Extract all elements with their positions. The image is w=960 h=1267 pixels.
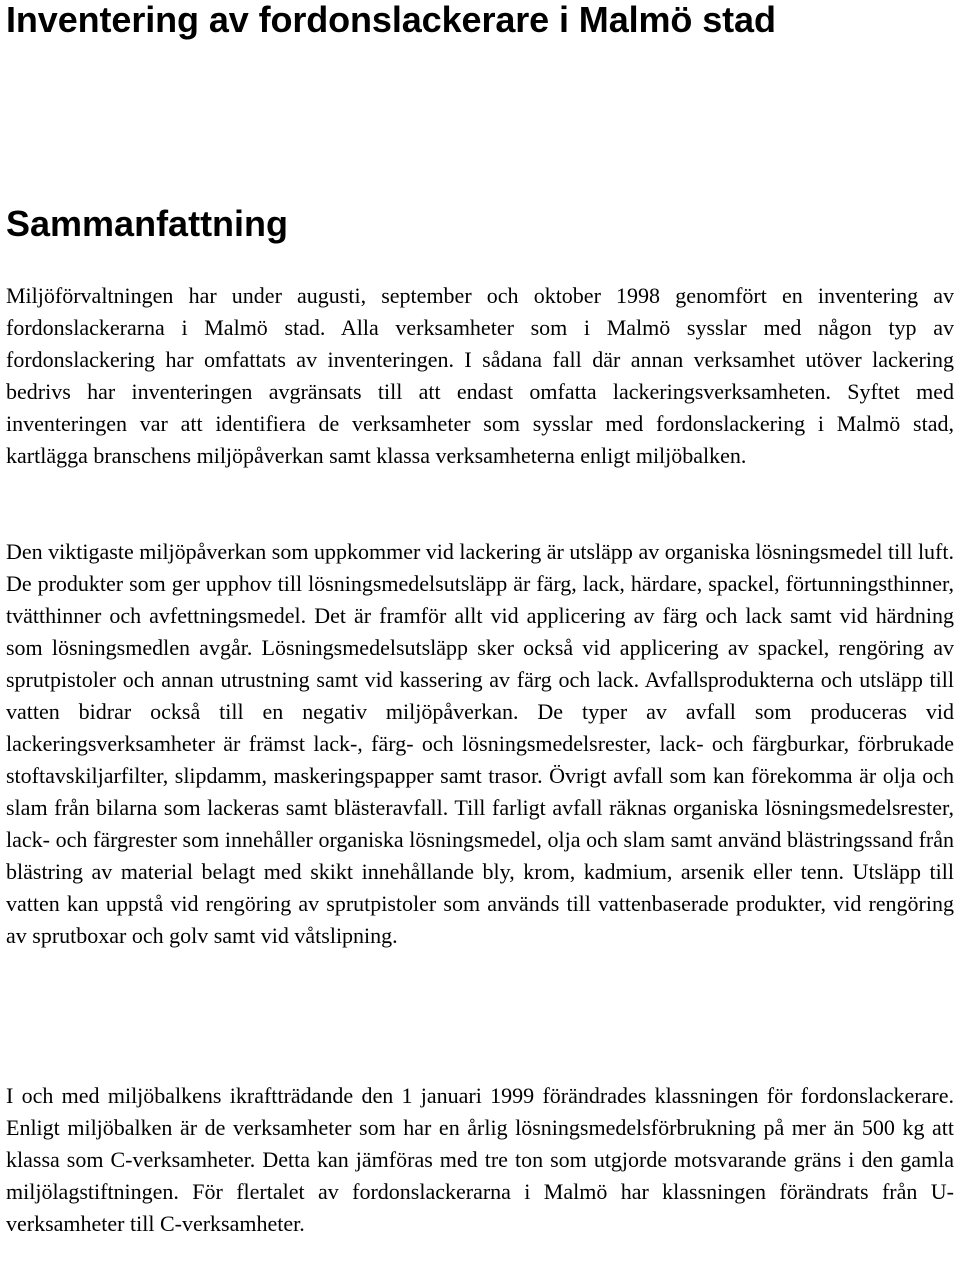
section-heading: Sammanfattning — [6, 203, 289, 244]
paragraph-2: Den viktigaste miljöpåverkan som uppkommer vid lackering är utsläpp av organiska lösningsmedel till luft. De produkter som ger upphov till lösningsmedelsutsläpp är färg, lack, härdare, spackel, förtunningsthinner, tvätthinner och avfettningsmedel. Det är framför allt vid applicering av färg och lack samt vid härdning som lösningsmedlen avgår. Lösningsmedelsutsläpp sker också vid applicering av spackel, rengöring av sprutpistoler och annan utrustning samt vid kassering av färg och lack. Avfallsprodukterna och utsläpp till vatten bidrar också till en negativ miljöpåverkan. De typer av avfall som produceras vid lackeringsverksamheter är främst lack-, färg- och lösningsmedelsrester, lack- och färgburkar, förbrukade stoftavskiljarfilter, slipdamm, maskeringspapper samt trasor. Övrigt avfall som kan förekomma är olja och slam från bilarna som lackeras samt blästeravfall. Till farligt avfall räknas organiska lösningsmedelsrester, lack- och färgrester som innehåller organiska lösningsmedel, olja och slam samt använd blästringssand från blästring av material belagt med skikt innehållande bly, krom, kadmium, arsenik eller tenn. Utsläpp till vatten kan uppstå vid rengöring av sprutpistoler som används till vattenbaserade produkter, vid rengöring av sprutboxar och golv samt vid våtslipning. — [6, 539, 954, 948]
document-title: Inventering av fordonslackerare i Malmö stad — [6, 0, 776, 40]
paragraph-3: I och med miljöbalkens ikraftträdande den 1 januari 1999 förändrades klassningen för fordonslackerare. Enligt miljöbalken är de verksamheter som har en årlig lösningsmedelsförbrukning på mer än 500 kg att klassa som C-verksamheter. Detta kan jämföras med tre ton som utgjorde motsvarande gräns i den gamla miljölagstiftningen. För flertalet av fordonslackerarna i Malmö har klassningen förändrats från U-verksamheter till C-verksamheter. — [6, 1083, 954, 1236]
document-page — [6, 0, 954, 1236]
paragraph-1: Miljöförvaltningen har under augusti, september och oktober 1998 genomfört en inventering av fordonslackerarna i Malmö stad. Alla verksamheter som i Malmö sysslar med någon typ av fordonslackering har omfattats av inventeringen. I sådana fall där annan verksamhet utöver lackering bedrivs har inventeringen avgränsats till att endast omfatta lackeringsverksamheten. Syftet med inventeringen var att identifiera de verksamheter som sysslar med fordonslackering i Malmö stad, kartlägga branschens miljöpåverkan samt klassa verksamheterna enligt miljöbalken. — [6, 283, 954, 468]
